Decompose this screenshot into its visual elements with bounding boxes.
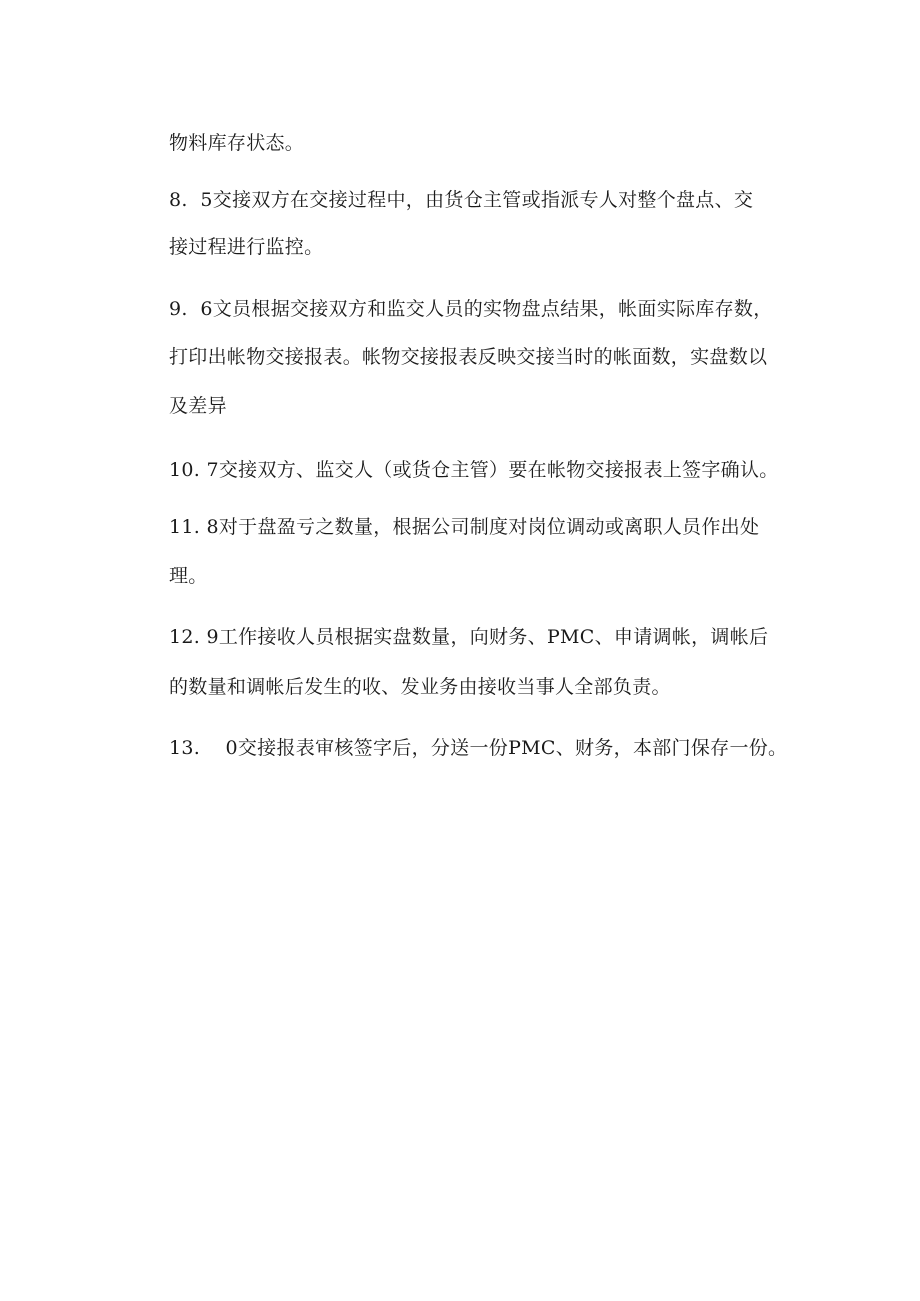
- text-line-11: 的数量和调帐后发生的收、发业务由接收当事人全部负责。: [169, 676, 671, 698]
- text-line-10: 12. 9工作接收人员根据实盘数量，向财务、PMC、申请调帐，调帐后: [169, 626, 769, 648]
- text-line-8: 11. 8对于盘盈亏之数量，根据公司制度对岗位调动或离职人员作出处: [169, 516, 760, 538]
- text-line-12: 13. 0交接报表审核签字后，分送一份PMC、财务，本部门保存一份。: [169, 737, 788, 759]
- text-line-7: 10. 7交接双方、监交人（或货仓主管）要在帐物交接报表上签字确认。: [169, 459, 779, 481]
- text-line-6: 及差异: [169, 395, 227, 417]
- text-line-2: 8. 5交接双方在交接过程中，由货仓主管或指派专人对整个盘点、交: [169, 189, 754, 211]
- text-line-9: 理。: [169, 565, 208, 587]
- text-line-3: 接过程进行监控。: [169, 236, 324, 258]
- text-line-1: 物料库存状态。: [169, 132, 305, 154]
- text-line-4: 9. 6文员根据交接双方和监交人员的实物盘点结果，帐面实际库存数，: [169, 298, 773, 320]
- text-line-5: 打印出帐物交接报表。帐物交接报表反映交接当时的帐面数，实盘数以: [169, 346, 768, 368]
